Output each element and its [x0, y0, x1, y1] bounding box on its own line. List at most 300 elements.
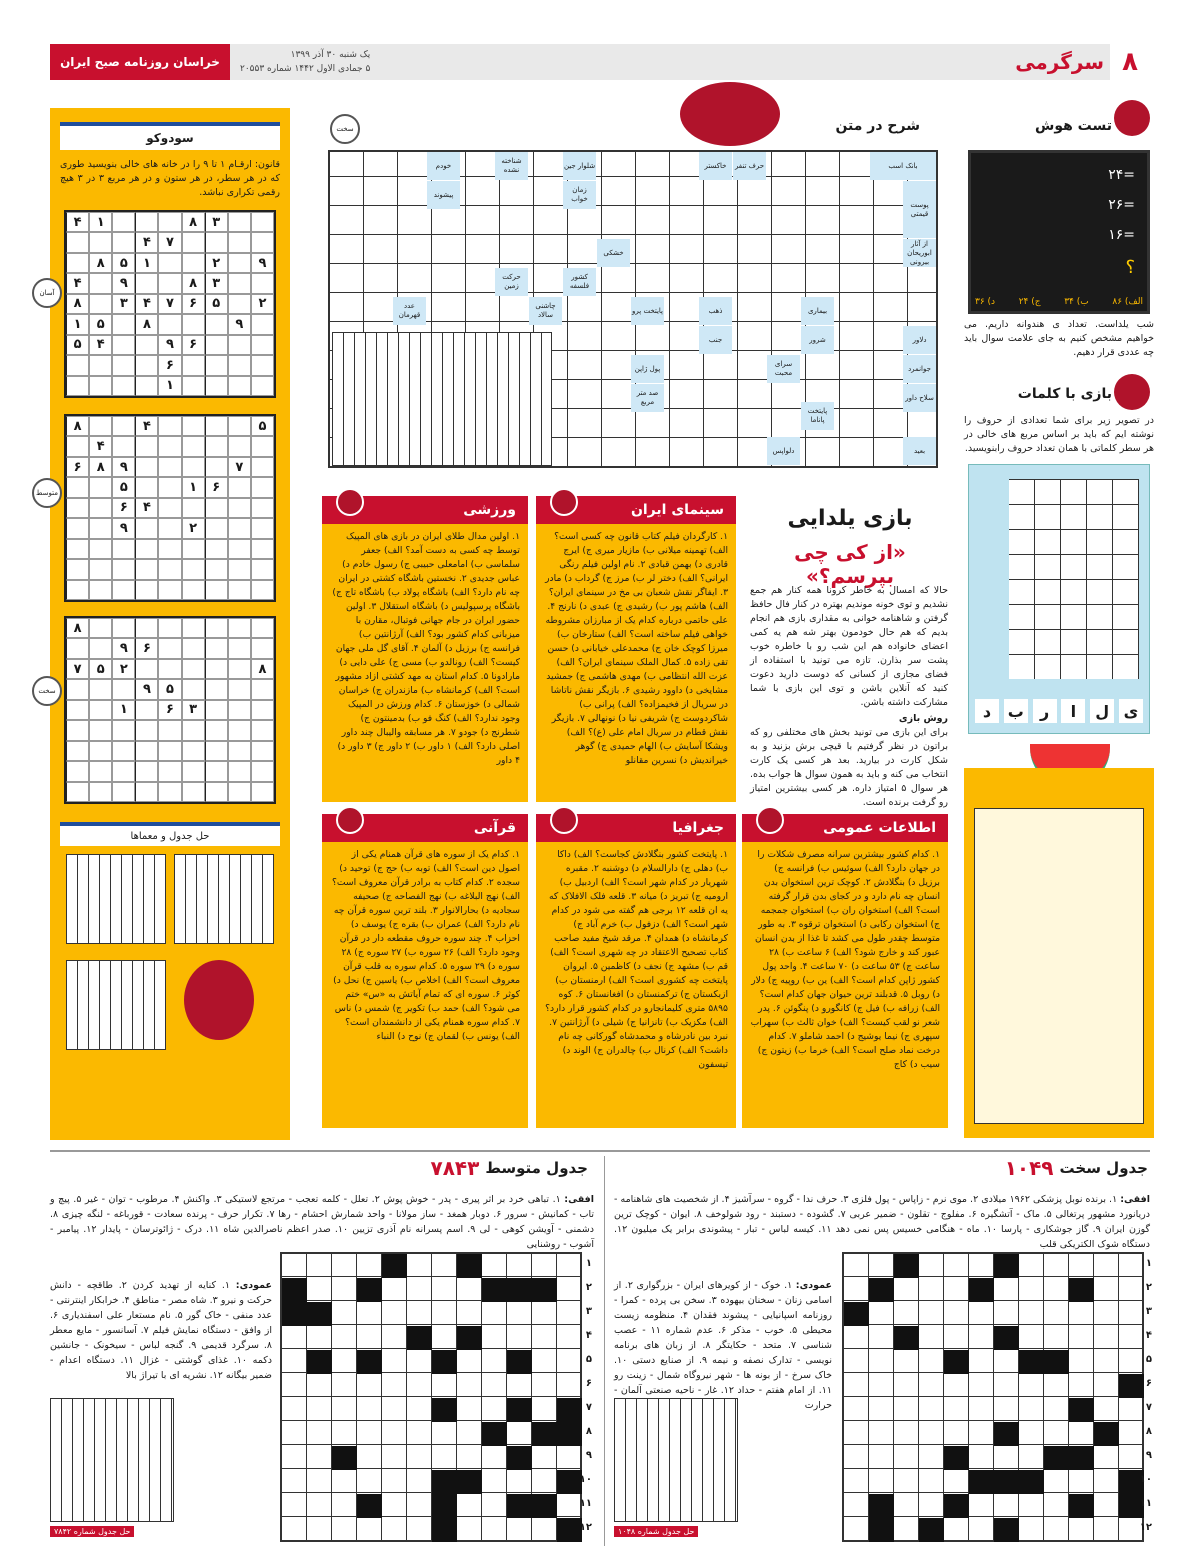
- sudoku-cell[interactable]: [158, 477, 181, 497]
- sudoku-cell[interactable]: [66, 741, 89, 761]
- sudoku-cell[interactable]: [89, 273, 112, 293]
- sudoku-cell[interactable]: [182, 253, 205, 273]
- row-number: ۴: [585, 1330, 592, 1341]
- row-number: ۱۲: [579, 1522, 592, 1533]
- sudoku-cell[interactable]: ۷: [158, 294, 181, 314]
- sudoku-cell[interactable]: ۸: [89, 457, 112, 477]
- sudoku-cell[interactable]: [251, 720, 274, 740]
- sudoku-cell[interactable]: [89, 232, 112, 252]
- sudoku-cell[interactable]: [135, 518, 158, 538]
- crossword-block: [482, 1278, 507, 1302]
- medium-crossword-title: جدول متوسط: [485, 1159, 588, 1177]
- sudoku-cell[interactable]: [182, 782, 205, 802]
- crossword-block: [969, 1470, 994, 1494]
- sudoku-cell[interactable]: [135, 335, 158, 355]
- sudoku-cell[interactable]: ۷: [158, 232, 181, 252]
- answer-option[interactable]: د) ۳۶: [975, 297, 996, 307]
- sudoku-cell[interactable]: [135, 761, 158, 781]
- quiz-card-quran[interactable]: [322, 814, 528, 1128]
- sudoku-cell[interactable]: [182, 720, 205, 740]
- sudoku-cell[interactable]: [135, 782, 158, 802]
- sudoku-cell[interactable]: ۳: [205, 212, 228, 232]
- sudoku-cell[interactable]: [228, 436, 251, 456]
- sudoku-cell[interactable]: [112, 355, 135, 375]
- sudoku-cell[interactable]: [89, 518, 112, 538]
- sudoku-cell[interactable]: ۸: [89, 253, 112, 273]
- word-boxes[interactable]: [1009, 479, 1139, 679]
- sudoku-cell[interactable]: [228, 232, 251, 252]
- sudoku-cell[interactable]: ۴: [135, 294, 158, 314]
- sudoku-cell[interactable]: [251, 212, 274, 232]
- sudoku-cell[interactable]: [182, 580, 205, 600]
- hard-crossword-grid[interactable]: [842, 1252, 1144, 1542]
- sudoku-cell[interactable]: [158, 498, 181, 518]
- sudoku-cell[interactable]: [182, 232, 205, 252]
- sudoku-cell[interactable]: [158, 273, 181, 293]
- crossword-block: [1069, 1398, 1094, 1422]
- sudoku-cell[interactable]: [205, 580, 228, 600]
- sudoku-cell[interactable]: [205, 335, 228, 355]
- sudoku-cell[interactable]: [228, 294, 251, 314]
- sudoku-cell[interactable]: [89, 700, 112, 720]
- sudoku-cell[interactable]: [205, 436, 228, 456]
- sudoku-cell[interactable]: ۴: [135, 416, 158, 436]
- sudoku-cell[interactable]: [251, 618, 274, 638]
- sudoku-cell[interactable]: [182, 457, 205, 477]
- sudoku-cell[interactable]: ۹: [112, 273, 135, 293]
- sudoku-cell[interactable]: [135, 477, 158, 497]
- sudoku-rule: قانون: ارقـام ۱ تا ۹ را در خانه های خالی بنویسید طوری که در هر سطر، در هر ستون و در هر مربع ۳ در ۳ هیچ رقمی تکراری نباشد.: [60, 159, 281, 198]
- sudoku-cell[interactable]: [135, 559, 158, 579]
- sudoku-cell[interactable]: ۲: [112, 659, 135, 679]
- sudoku-cell[interactable]: [228, 273, 251, 293]
- sudoku-cell[interactable]: ۷: [66, 659, 89, 679]
- sudoku-cell[interactable]: [228, 518, 251, 538]
- sudoku-cell[interactable]: [135, 720, 158, 740]
- sudoku-cell[interactable]: [228, 782, 251, 802]
- sudoku-cell[interactable]: [158, 580, 181, 600]
- sudoku-cell[interactable]: [112, 679, 135, 699]
- sudoku-cell[interactable]: [135, 212, 158, 232]
- sudoku-cell[interactable]: [182, 436, 205, 456]
- crossword-clue: پول ژاپن: [631, 355, 664, 383]
- sudoku-cell[interactable]: [135, 376, 158, 396]
- sudoku-cell[interactable]: [251, 782, 274, 802]
- sudoku-cell[interactable]: ۴: [135, 498, 158, 518]
- sudoku-cell[interactable]: [89, 498, 112, 518]
- sudoku-cell[interactable]: ۵: [251, 416, 274, 436]
- sudoku-cell[interactable]: [228, 253, 251, 273]
- sudoku-cell[interactable]: ۳: [182, 700, 205, 720]
- quiz-card-general[interactable]: [742, 814, 948, 1128]
- sudoku-cell[interactable]: ۸: [66, 416, 89, 436]
- crossword-block: [1044, 1350, 1069, 1374]
- solution-grid-2: [174, 854, 274, 944]
- sudoku-cell[interactable]: [112, 212, 135, 232]
- sudoku-cell[interactable]: [182, 638, 205, 658]
- sudoku-cell[interactable]: [112, 314, 135, 334]
- sudoku-cell[interactable]: [205, 782, 228, 802]
- sudoku-cell[interactable]: [251, 335, 274, 355]
- sudoku-cell[interactable]: ۱: [66, 314, 89, 334]
- sudoku-cell[interactable]: [66, 761, 89, 781]
- sudoku-cell[interactable]: [89, 376, 112, 396]
- sudoku-cell[interactable]: [228, 761, 251, 781]
- sudoku-cell[interactable]: ۶: [182, 335, 205, 355]
- sudoku-cell[interactable]: ۱: [112, 700, 135, 720]
- sudoku-cell[interactable]: [135, 618, 158, 638]
- brand-logo: خراسان روزنامه صبح ایران: [50, 44, 230, 80]
- crossword-grid[interactable]: [328, 150, 938, 468]
- sudoku-cell[interactable]: [66, 539, 89, 559]
- sudoku-cell[interactable]: [251, 376, 274, 396]
- sudoku-cell[interactable]: [66, 436, 89, 456]
- sudoku-cell[interactable]: [66, 498, 89, 518]
- sudoku-cell[interactable]: ۴: [135, 232, 158, 252]
- crossword-clue: سلاح داور: [903, 384, 936, 412]
- sudoku-cell[interactable]: [182, 679, 205, 699]
- sudoku-cell[interactable]: [112, 559, 135, 579]
- sudoku-cell[interactable]: [112, 580, 135, 600]
- sudoku-cell[interactable]: ۹: [228, 314, 251, 334]
- sudoku-cell[interactable]: [228, 416, 251, 436]
- sudoku-cell[interactable]: [251, 355, 274, 375]
- sudoku-cell[interactable]: [112, 539, 135, 559]
- sudoku-cell[interactable]: [251, 518, 274, 538]
- sudoku-cell[interactable]: [205, 638, 228, 658]
- sudoku-cell[interactable]: ۲: [205, 253, 228, 273]
- sudoku-cell[interactable]: [135, 436, 158, 456]
- sudoku-cell[interactable]: [66, 720, 89, 740]
- sudoku-cell[interactable]: ۷: [228, 457, 251, 477]
- row-number: ۱۰: [1139, 1474, 1152, 1485]
- sudoku-cell[interactable]: ۵: [112, 253, 135, 273]
- sudoku-cell[interactable]: [205, 741, 228, 761]
- sudoku-cell[interactable]: ۵: [205, 294, 228, 314]
- sudoku-cell[interactable]: [228, 212, 251, 232]
- sudoku-cell[interactable]: ۶: [205, 477, 228, 497]
- sudoku-cell[interactable]: [158, 741, 181, 761]
- sudoku-cell[interactable]: [66, 580, 89, 600]
- sudoku-cell[interactable]: [158, 638, 181, 658]
- sudoku-cell[interactable]: [89, 761, 112, 781]
- sudoku-cell[interactable]: [251, 457, 274, 477]
- sudoku-cell[interactable]: ۲: [182, 518, 205, 538]
- crossword-block: [969, 1278, 994, 1302]
- sudoku-cell[interactable]: [89, 294, 112, 314]
- sudoku-cell[interactable]: [228, 741, 251, 761]
- sudoku-cell[interactable]: [205, 659, 228, 679]
- sudoku-cell[interactable]: [89, 618, 112, 638]
- medium-crossword-header: [431, 1156, 589, 1180]
- sudoku-cell[interactable]: ۲: [251, 294, 274, 314]
- answer-option[interactable]: ب) ۳۴: [1064, 297, 1089, 307]
- crossword-block: [282, 1278, 307, 1302]
- sudoku-grid-hard[interactable]: [64, 616, 276, 804]
- sudoku-cell[interactable]: ۸: [182, 273, 205, 293]
- sudoku-cell[interactable]: [135, 700, 158, 720]
- sudoku-cell[interactable]: [251, 477, 274, 497]
- quiz-card-cinema[interactable]: [536, 496, 736, 802]
- sudoku-cell[interactable]: [205, 700, 228, 720]
- letter-tile: ا: [1061, 699, 1085, 723]
- sudoku-cell[interactable]: [228, 539, 251, 559]
- sudoku-cell[interactable]: [205, 416, 228, 436]
- sudoku-cell[interactable]: ۵: [89, 659, 112, 679]
- crossword-clue: شلوار جین: [563, 152, 596, 180]
- sudoku-cell[interactable]: [228, 335, 251, 355]
- sudoku-cell[interactable]: [66, 477, 89, 497]
- sudoku-cell[interactable]: [182, 376, 205, 396]
- word-grid[interactable]: [968, 464, 1150, 734]
- sudoku-cell[interactable]: [251, 232, 274, 252]
- sudoku-cell[interactable]: [228, 477, 251, 497]
- sudoku-cell[interactable]: ۸: [66, 618, 89, 638]
- sudoku-cell[interactable]: [112, 761, 135, 781]
- sudoku-cell[interactable]: [158, 314, 181, 334]
- sudoku-cell[interactable]: [158, 659, 181, 679]
- sudoku-cell[interactable]: [228, 355, 251, 375]
- sudoku-cell[interactable]: [135, 273, 158, 293]
- sudoku-cell[interactable]: ۳: [112, 294, 135, 314]
- sudoku-cell[interactable]: [66, 355, 89, 375]
- sudoku-cell[interactable]: ۹: [158, 335, 181, 355]
- sudoku-cell[interactable]: ۳: [205, 273, 228, 293]
- crossword-block: [457, 1326, 482, 1350]
- sudoku-cell[interactable]: [89, 355, 112, 375]
- crossword-block: [432, 1518, 457, 1542]
- sudoku-cell[interactable]: [66, 782, 89, 802]
- pomegranate-icon: [680, 82, 780, 146]
- sudoku-cell[interactable]: [135, 355, 158, 375]
- sudoku-cell[interactable]: [205, 518, 228, 538]
- sudoku-cell[interactable]: [182, 659, 205, 679]
- hard-crossword-title: جدول سخت: [1059, 1159, 1148, 1177]
- crossword-block: [432, 1398, 457, 1422]
- sudoku-cell[interactable]: [251, 498, 274, 518]
- sudoku-cell[interactable]: [112, 335, 135, 355]
- sudoku-cell[interactable]: [228, 679, 251, 699]
- sudoku-cell[interactable]: [205, 355, 228, 375]
- sudoku-cell[interactable]: ۶: [135, 638, 158, 658]
- sudoku-cell[interactable]: ۵: [89, 314, 112, 334]
- sudoku-cell[interactable]: [182, 559, 205, 579]
- sudoku-cell[interactable]: [66, 679, 89, 699]
- sudoku-cell[interactable]: [251, 679, 274, 699]
- crossword-block: [357, 1278, 382, 1302]
- sudoku-cell[interactable]: [112, 232, 135, 252]
- crossword-clue: خاکستر: [699, 152, 732, 180]
- sudoku-cell[interactable]: ۶: [66, 457, 89, 477]
- sudoku-cell[interactable]: [182, 498, 205, 518]
- sudoku-cell[interactable]: [158, 539, 181, 559]
- page-number: ۸: [1110, 44, 1150, 80]
- sudoku-cell[interactable]: [182, 741, 205, 761]
- sudoku-cell[interactable]: ۹: [251, 253, 274, 273]
- sudoku-cell[interactable]: [205, 618, 228, 638]
- sudoku-cell[interactable]: [182, 416, 205, 436]
- sudoku-cell[interactable]: [158, 518, 181, 538]
- sudoku-cell[interactable]: [182, 539, 205, 559]
- sudoku-cell[interactable]: [89, 720, 112, 740]
- sudoku-cell[interactable]: ۹: [135, 679, 158, 699]
- sudoku-cell[interactable]: ۴: [66, 212, 89, 232]
- sudoku-cell[interactable]: [158, 212, 181, 232]
- sudoku-cell[interactable]: [251, 539, 274, 559]
- sudoku-cell[interactable]: [158, 457, 181, 477]
- sudoku-cell[interactable]: [66, 559, 89, 579]
- answer-option[interactable]: الف) ۸۶: [1112, 297, 1143, 307]
- sudoku-cell[interactable]: [135, 741, 158, 761]
- sudoku-cell[interactable]: [158, 253, 181, 273]
- sudoku-cell[interactable]: [66, 518, 89, 538]
- sudoku-cell[interactable]: [251, 638, 274, 658]
- sudoku-cell[interactable]: [205, 761, 228, 781]
- sudoku-cell[interactable]: [251, 761, 274, 781]
- sudoku-cell[interactable]: ۸: [251, 659, 274, 679]
- row-number: ۶: [585, 1378, 592, 1389]
- sudoku-cell[interactable]: [205, 720, 228, 740]
- sudoku-cell[interactable]: [182, 618, 205, 638]
- sudoku-cell[interactable]: [205, 457, 228, 477]
- sudoku-cell[interactable]: ۹: [112, 638, 135, 658]
- sudoku-cell[interactable]: [66, 232, 89, 252]
- watermelon-puzzle-image: [968, 150, 1150, 314]
- sudoku-cell[interactable]: ۴: [89, 335, 112, 355]
- crossword-block: [507, 1446, 532, 1470]
- sudoku-cell[interactable]: [228, 700, 251, 720]
- sudoku-cell[interactable]: [89, 539, 112, 559]
- sudoku-cell[interactable]: [205, 314, 228, 334]
- sudoku-cell[interactable]: [251, 436, 274, 456]
- sudoku-cell[interactable]: [182, 761, 205, 781]
- row-number: ۸: [585, 1426, 592, 1437]
- sudoku-cell[interactable]: [205, 376, 228, 396]
- sudoku-cell[interactable]: ۵: [66, 335, 89, 355]
- sudoku-cell[interactable]: [228, 559, 251, 579]
- sudoku-grid-easy[interactable]: [64, 210, 276, 398]
- sudoku-cell[interactable]: [112, 782, 135, 802]
- crossword-block: [432, 1350, 457, 1374]
- sudoku-cell[interactable]: [158, 720, 181, 740]
- quiz-card-geography[interactable]: [536, 814, 736, 1128]
- answer-option[interactable]: ج) ۲۴: [1018, 297, 1041, 307]
- sudoku-cell[interactable]: [158, 416, 181, 436]
- medium-crossword-grid[interactable]: [280, 1252, 582, 1542]
- sudoku-cell[interactable]: [228, 720, 251, 740]
- sudoku-cell[interactable]: [112, 720, 135, 740]
- sudoku-cell[interactable]: [112, 618, 135, 638]
- sudoku-cell[interactable]: [112, 416, 135, 436]
- sudoku-cell[interactable]: ۹: [112, 457, 135, 477]
- sudoku-cell[interactable]: [251, 741, 274, 761]
- crossword-block: [307, 1350, 332, 1374]
- sudoku-cell[interactable]: [228, 376, 251, 396]
- sudoku-cell[interactable]: [228, 659, 251, 679]
- sudoku-cell[interactable]: ۸: [182, 212, 205, 232]
- sudoku-cell[interactable]: ۵: [158, 679, 181, 699]
- sudoku-cell[interactable]: [112, 436, 135, 456]
- sudoku-cell[interactable]: [182, 314, 205, 334]
- sudoku-cell[interactable]: ۱: [89, 212, 112, 232]
- sudoku-cell[interactable]: ۸: [135, 314, 158, 334]
- sudoku-cell[interactable]: [89, 416, 112, 436]
- sudoku-cell[interactable]: [89, 638, 112, 658]
- sudoku-cell[interactable]: ۱: [158, 376, 181, 396]
- sudoku-cell[interactable]: [135, 580, 158, 600]
- sudoku-cell[interactable]: ۶: [158, 355, 181, 375]
- sudoku-cell[interactable]: ۶: [158, 700, 181, 720]
- sudoku-cell[interactable]: ۸: [66, 294, 89, 314]
- sudoku-cell[interactable]: ۴: [66, 273, 89, 293]
- sudoku-cell[interactable]: ۴: [89, 436, 112, 456]
- sudoku-cell[interactable]: [89, 782, 112, 802]
- sudoku-cell[interactable]: [228, 618, 251, 638]
- sudoku-cell[interactable]: [205, 232, 228, 252]
- sudoku-cell[interactable]: [205, 539, 228, 559]
- crossword-block: [507, 1398, 532, 1422]
- sudoku-cell[interactable]: ۱: [182, 477, 205, 497]
- yalda-title: بازی یلدایی: [787, 506, 913, 531]
- sudoku-cell[interactable]: [89, 477, 112, 497]
- sudoku-cell[interactable]: [228, 580, 251, 600]
- sudoku-cell[interactable]: [182, 355, 205, 375]
- sudoku-cell[interactable]: [112, 376, 135, 396]
- sudoku-cell[interactable]: [205, 559, 228, 579]
- sudoku-cell[interactable]: [205, 679, 228, 699]
- sudoku-cell[interactable]: [158, 436, 181, 456]
- sudoku-cell[interactable]: [251, 559, 274, 579]
- crossword-block: [307, 1302, 332, 1326]
- crossword-block: [532, 1494, 557, 1518]
- sudoku-cell[interactable]: [158, 782, 181, 802]
- sudoku-cell[interactable]: [135, 457, 158, 477]
- sudoku-cell[interactable]: ۹: [112, 518, 135, 538]
- sudoku-cell[interactable]: ۱: [135, 253, 158, 273]
- sudoku-cell[interactable]: [89, 679, 112, 699]
- sudoku-cell[interactable]: [66, 253, 89, 273]
- quiz-card-sports[interactable]: [322, 496, 528, 802]
- row-numbers: [1132, 1252, 1152, 1540]
- row-number: ۱: [1145, 1258, 1152, 1269]
- sudoku-cell[interactable]: [228, 638, 251, 658]
- sudoku-cell[interactable]: [158, 559, 181, 579]
- sudoku-cell[interactable]: [135, 539, 158, 559]
- sudoku-cell[interactable]: [112, 741, 135, 761]
- sudoku-cell[interactable]: [89, 741, 112, 761]
- sudoku-cell[interactable]: ۶: [112, 498, 135, 518]
- sudoku-cell[interactable]: [135, 659, 158, 679]
- sudoku-cell[interactable]: ۵: [112, 477, 135, 497]
- sudoku-cell[interactable]: [228, 498, 251, 518]
- sudoku-cell[interactable]: [205, 498, 228, 518]
- sudoku-cell[interactable]: [66, 376, 89, 396]
- solution-answers: [974, 808, 1144, 1124]
- sudoku-cell[interactable]: [66, 638, 89, 658]
- sudoku-grid-medium[interactable]: [64, 414, 276, 602]
- sudoku-cell[interactable]: [89, 559, 112, 579]
- sudoku-cell[interactable]: [251, 580, 274, 600]
- row-number: ۱۰: [579, 1474, 592, 1485]
- sudoku-cell[interactable]: [158, 618, 181, 638]
- sudoku-cell[interactable]: ۶: [182, 294, 205, 314]
- sudoku-cell[interactable]: [158, 761, 181, 781]
- sudoku-cell[interactable]: [89, 580, 112, 600]
- sudoku-cell[interactable]: [251, 700, 274, 720]
- sudoku-cell[interactable]: [251, 314, 274, 334]
- sudoku-cell[interactable]: [66, 700, 89, 720]
- sudoku-cell[interactable]: [251, 273, 274, 293]
